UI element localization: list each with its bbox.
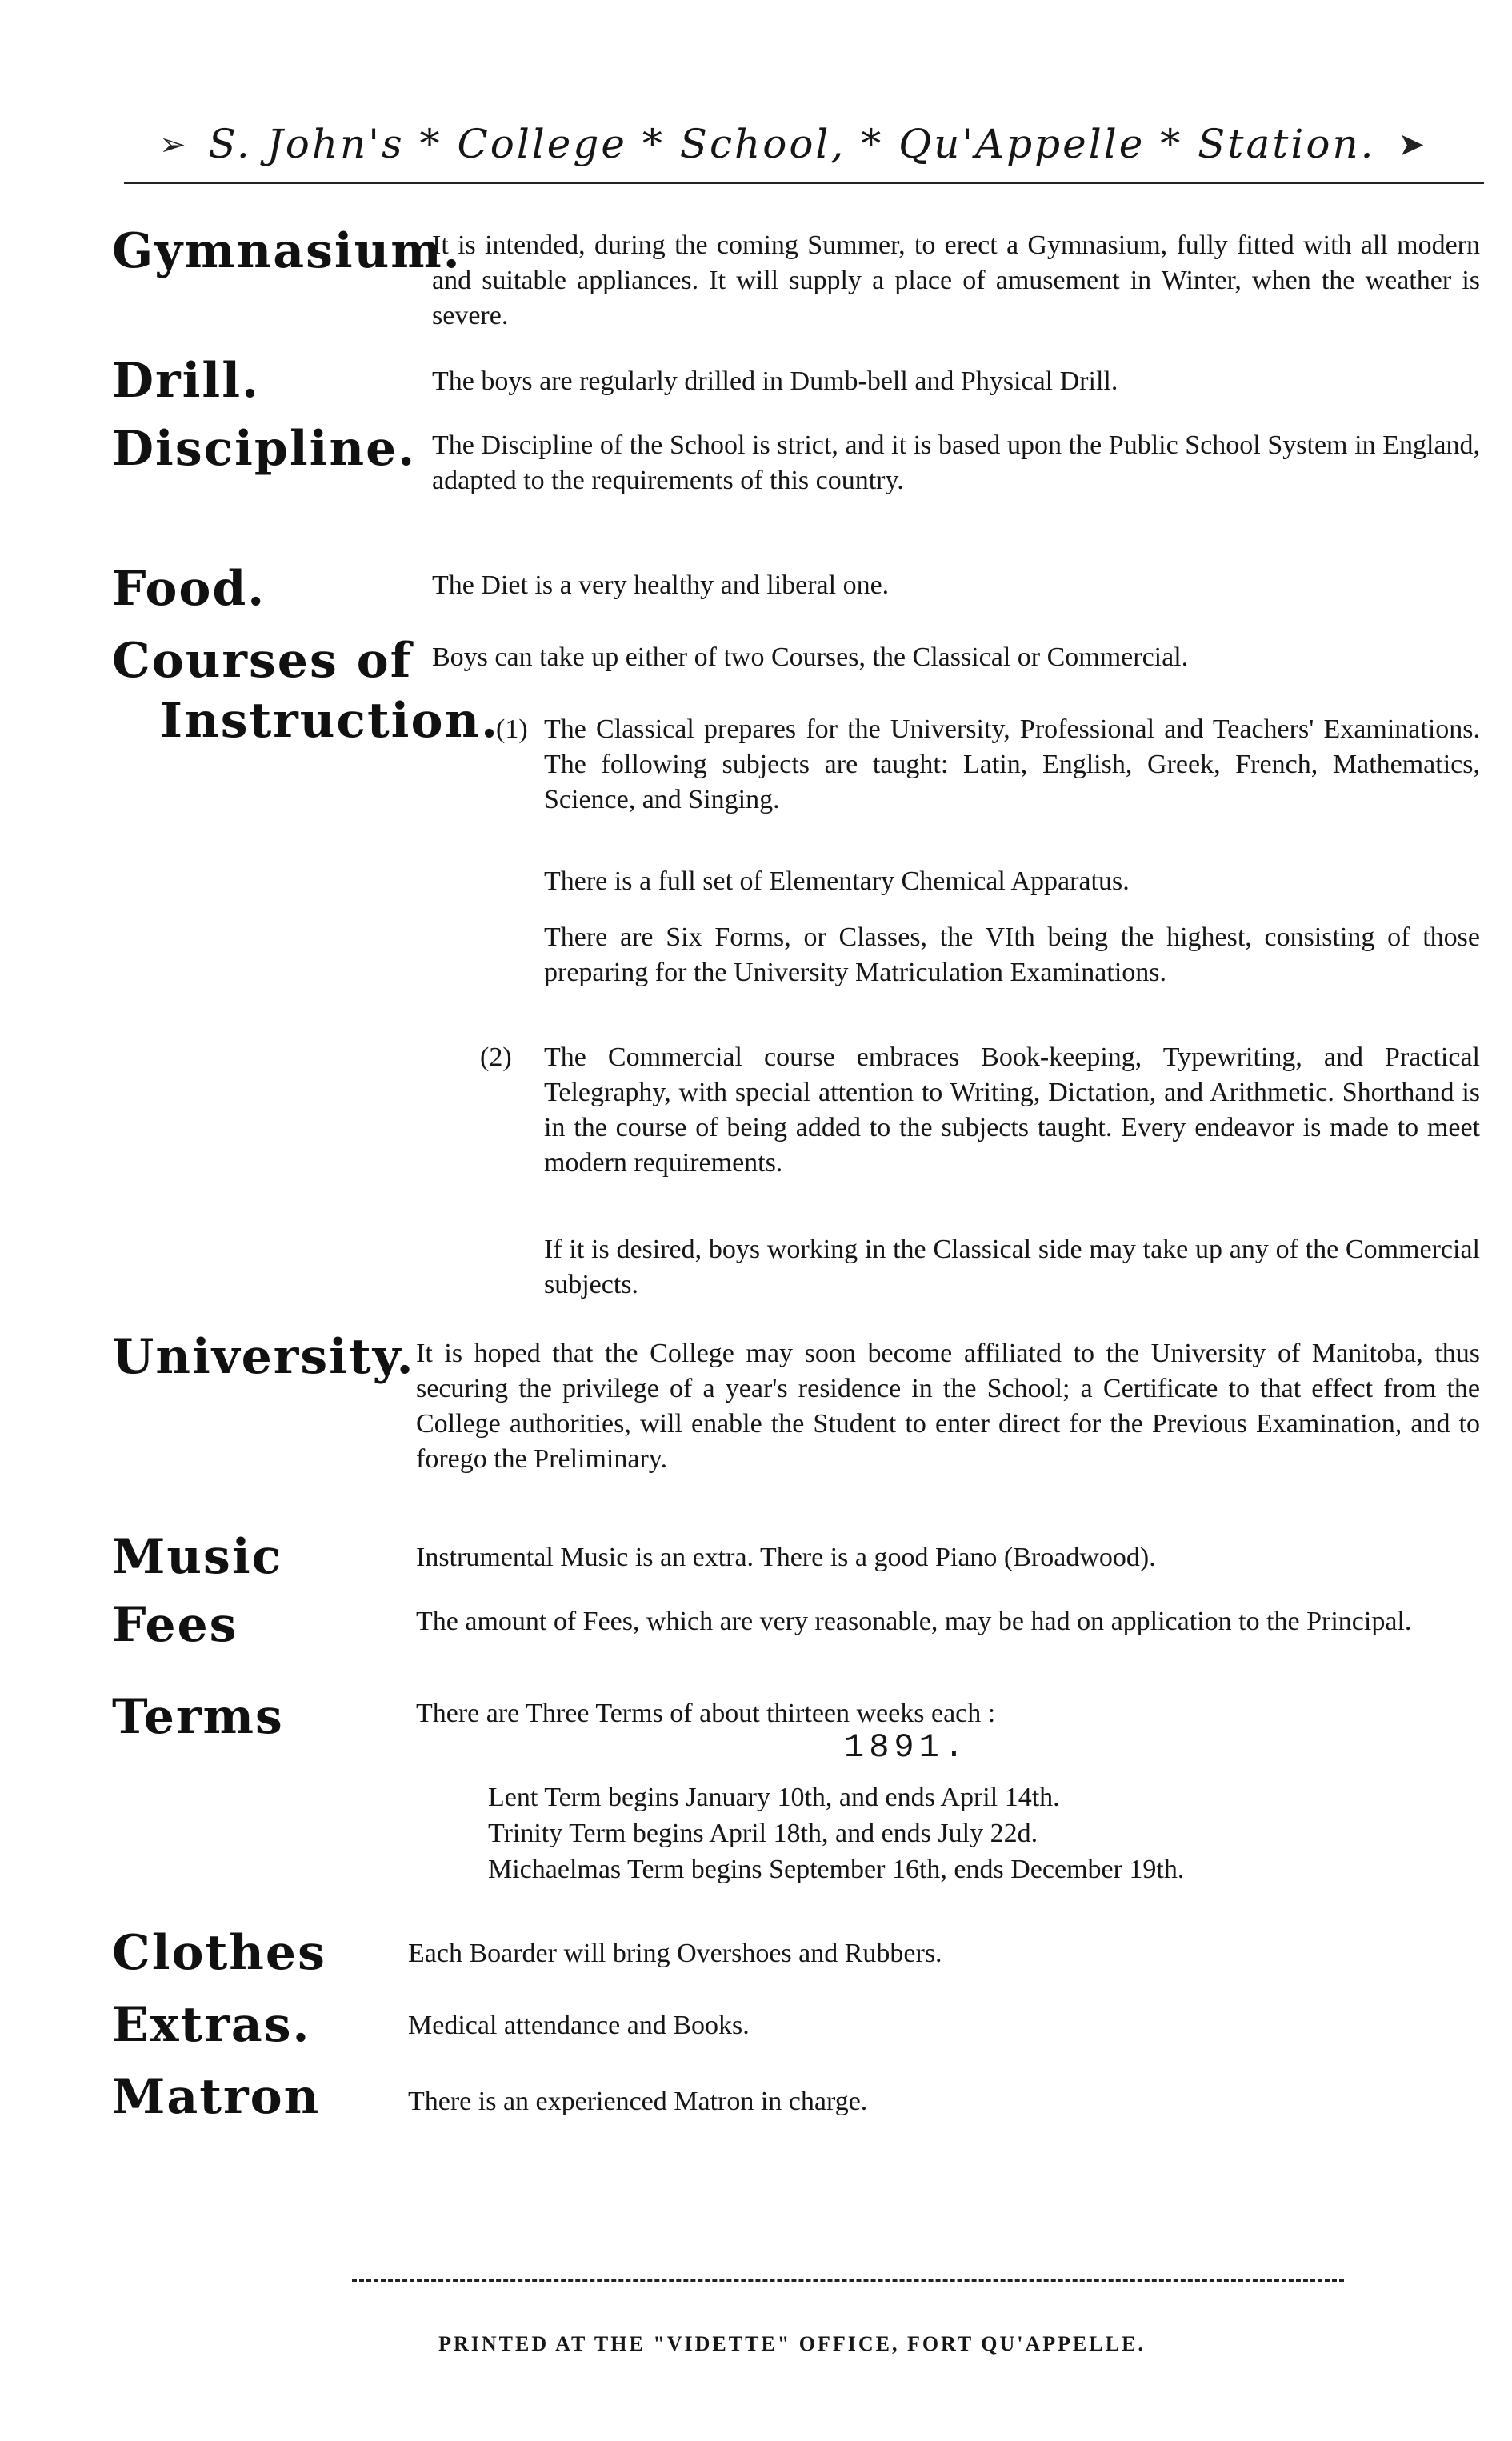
courses-heading-line1: Courses of	[112, 633, 413, 689]
clothes-heading: Clothes	[112, 1925, 326, 1981]
lent-term: Lent Term begins January 10th, and ends April 14th.	[488, 1783, 1060, 1812]
forms-text: There are Six Forms, or Classes, the VIth being the highest, consisting of those preparing for the University Matriculation Examinations.	[544, 922, 1480, 987]
courses-intro: Boys can take up either of two Courses, the Classical or Commercial.	[432, 642, 1189, 672]
printer-imprint: PRINTED AT THE "VIDETTE" OFFICE, FORT QU'APPELLE.	[438, 2332, 1146, 2355]
terms-year: 1891.	[844, 1728, 970, 1767]
commercial-number: (2)	[480, 1042, 512, 1072]
apparatus-text: There is a full set of Elementary Chemical Apparatus.	[544, 866, 1130, 896]
terms-intro: There are Three Terms of about thirteen weeks each :	[416, 1699, 996, 1728]
right-ornament-icon: ➤	[1398, 126, 1426, 162]
music-text: Instrumental Music is an extra. There is a good Piano (Broadwood).	[416, 1543, 1156, 1572]
discipline-heading: Discipline.	[112, 421, 417, 477]
courses-heading-line2: Instruction.	[160, 693, 499, 749]
trinity-term: Trinity Term begins April 18th, and ends July 22d.	[488, 1819, 1038, 1848]
page-title: S. John's * College * School, * Qu'Appelle * Station.	[208, 121, 1376, 167]
matron-text: There is an experienced Matron in charge.	[408, 2087, 868, 2116]
extras-heading: Extras.	[112, 1997, 311, 2053]
gymnasium-heading: Gymnasium.	[112, 223, 462, 279]
clothes-text: Each Boarder will bring Overshoes and Rubbers.	[408, 1939, 942, 1968]
page-header	[144, 108, 1440, 180]
commercial-text: The Commercial course embraces Book-keeping, Typewriting, and Practical Telegraphy, with special attention to Writing, Dictation, and Arithmetic. Shorthand is in the course of being added to the subjects taught. Every endeavor is made to meet modern requirements.	[544, 1042, 1480, 1178]
footer-divider	[352, 2279, 1344, 2282]
extras-text: Medical attendance and Books.	[408, 2011, 750, 2040]
food-heading: Food.	[112, 561, 266, 617]
discipline-text: The Discipline of the School is strict, and it is based upon the Public School System in England, adapted to the requirements of this country.	[432, 430, 1480, 495]
food-text: The Diet is a very healthy and liberal one.	[432, 570, 890, 600]
classical-text: The Classical prepares for the University, Professional and Teachers' Examinations. The following subjects are taught: Latin, English, Greek, French, Mathematics, Science, and Singing.	[544, 714, 1480, 814]
drill-heading: Drill.	[112, 353, 260, 409]
fees-heading: Fees	[112, 1597, 238, 1653]
fees-text: The amount of Fees, which are very reasonable, may be had on application to the Principal.	[416, 1607, 1412, 1636]
drill-text: The boys are regularly drilled in Dumb-bell and Physical Drill.	[432, 366, 1118, 396]
header-divider	[124, 182, 1484, 184]
michaelmas-term: Michaelmas Term begins September 16th, ends December 19th.	[488, 1855, 1185, 1884]
university-text: It is hoped that the College may soon become affiliated to the University of Manitoba, thus securing the privilege of a year's residence in the School; a Certificate to that effect from the College authorities, will enable the Student to enter direct for the Previous Examination, and to forego the Preliminary.	[416, 1339, 1480, 1474]
terms-heading: Terms	[112, 1689, 284, 1745]
gymnasium-text: It is intended, during the coming Summer, to erect a Gymnasium, fully fitted with all modern and suitable appliances. It will supply a place of amusement in Winter, when the weather is severe.	[432, 230, 1480, 330]
left-ornament-icon: ➢	[158, 126, 186, 162]
music-heading: Music	[112, 1529, 283, 1585]
university-heading: University.	[112, 1329, 415, 1385]
classical-side-text: If it is desired, boys working in the Classical side may take up any of the Commercial subjects.	[544, 1235, 1480, 1299]
matron-heading: Matron	[112, 2069, 321, 2125]
classical-number: (1)	[496, 714, 528, 744]
